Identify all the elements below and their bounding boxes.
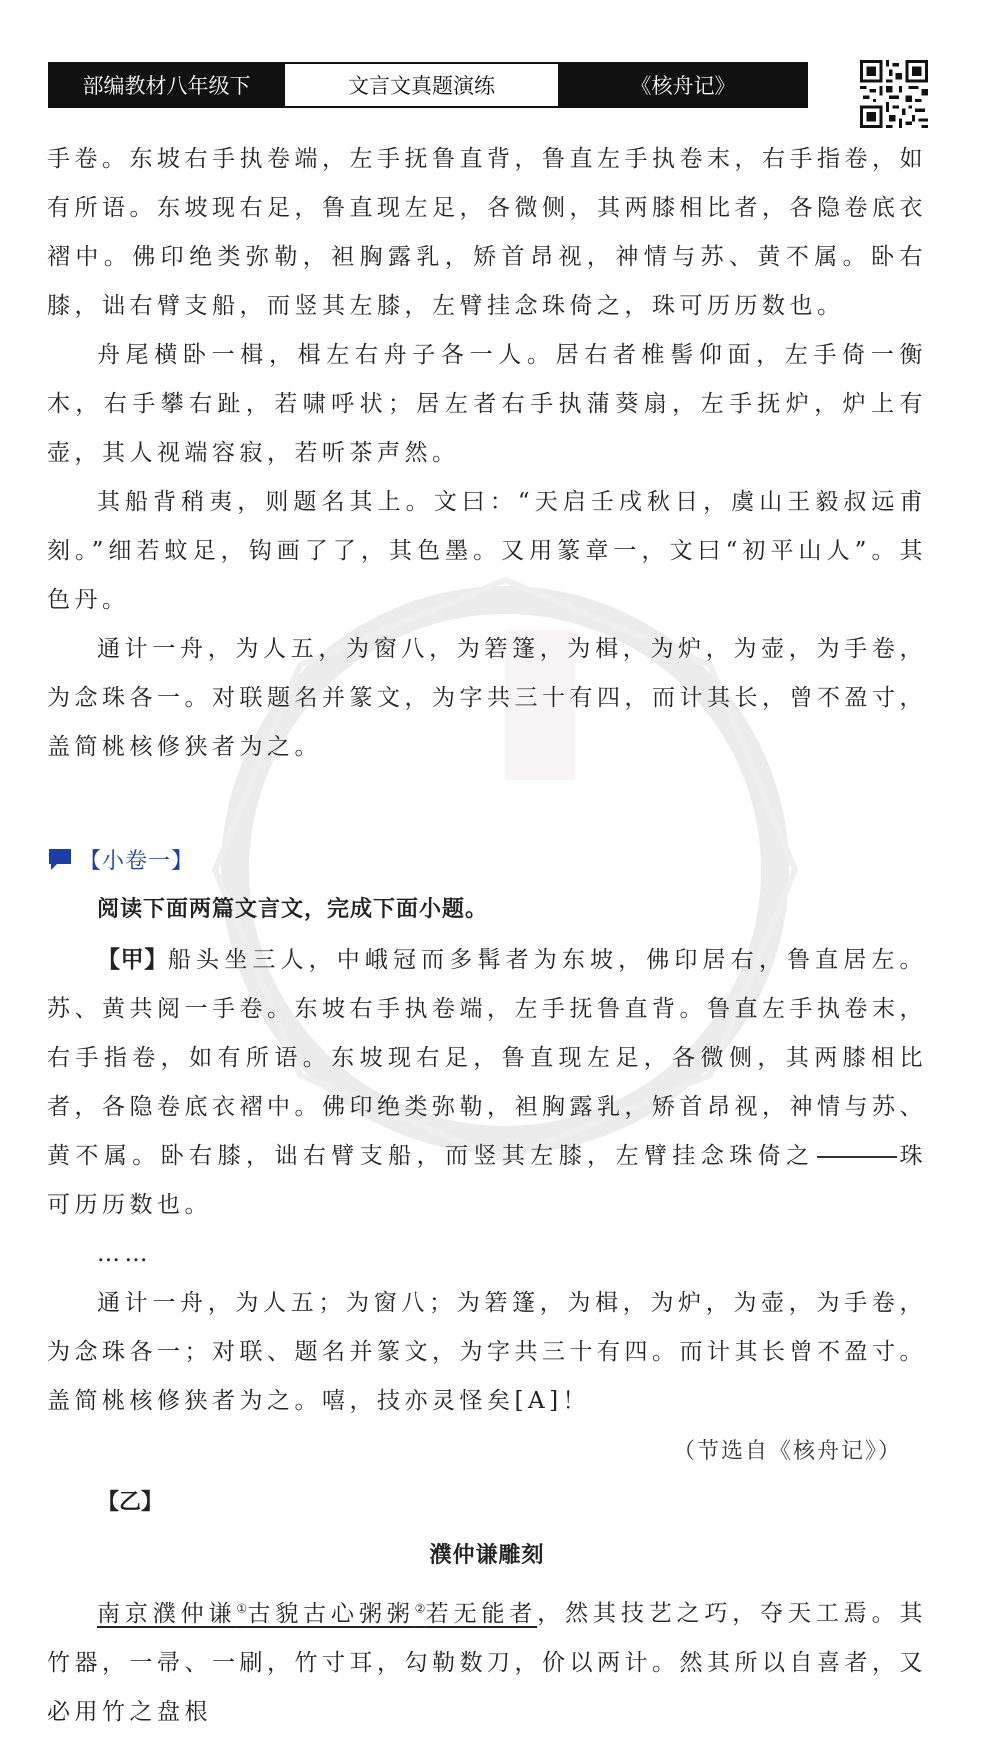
dash-line xyxy=(817,1156,897,1158)
instruction: 阅读下面两篇文言文，完成下面小题。 xyxy=(97,897,489,922)
footnote-marker: ② xyxy=(414,1601,426,1615)
passage-paragraph: 舟尾横卧一楫，楫左右舟子各一人。居右者椎髻仰面，左手倚一衡木，右手攀右趾，若啸呼状；居左者右手执蒲葵扇，左手抚炉，炉上有壶，其人视端容寂，若听茶声然。 xyxy=(47,342,927,466)
jia-paragraph xyxy=(47,936,927,1230)
passage-paragraph: 手卷。东坡右手执卷端，左手抚鲁直背，鲁直左手执卷末，右手指卷，如有所语。东坡现右足，鲁直现左足，各微侧，其两膝相比者，各隐卷底衣褶中。佛印绝类弥勒，袒胸露乳，矫首昂视，神情与苏、黄不属。卧右膝，诎右臂支船，而竖其左膝，左臂挂念珠倚之，珠可历历数也。 xyxy=(47,146,927,319)
jia-text-end: 珠可历历数也。 xyxy=(47,1143,928,1218)
jia-label: 【甲】 xyxy=(97,947,168,973)
article-title: 濮仲谦雕刻 xyxy=(429,1543,545,1568)
passage-paragraph: 其船背稍夷，则题名其上。文曰：“天启壬戌秋日，虞山王毅叔远甫刻。”细若蚊足，钩画了了，其色墨。又用篆章一，文曰“初平山人”。其色丹。 xyxy=(47,489,927,613)
footnote-marker: ① xyxy=(236,1601,248,1615)
underlined-sentence xyxy=(97,1601,537,1627)
yi-paragraph xyxy=(47,1584,927,1737)
underlined-text: 南京濮仲谦 xyxy=(97,1600,237,1627)
page-content xyxy=(47,135,927,1737)
chat-bubble-icon xyxy=(47,846,73,872)
qr-code-icon xyxy=(860,60,928,128)
yi-text: ，然其技艺之巧，夺天工焉。其竹器，一帚、一刷，竹寸耳，勾勒数刀，价以两计。然其所以自喜者，又必用竹之盘根 xyxy=(47,1600,928,1725)
underlined-text: 古貌古心粥粥 xyxy=(247,1600,415,1627)
underlined-text: 若无能者 xyxy=(425,1600,538,1627)
passage-paragraph: 通计一舟，为人五，为窗八，为箬篷，为楫，为炉，为壶，为手卷，为念珠各一。对联题名并篆文，为字共三十有四，而计其长，曾不盈寸，盖简桃核修狭者为之。 xyxy=(47,636,927,760)
header-lesson: 《核舟记》 xyxy=(560,64,806,106)
section-heading xyxy=(47,834,927,884)
ellipsis: …… xyxy=(97,1241,152,1267)
header-grade: 部编教材八年级下 xyxy=(50,64,283,106)
jia-text: 船头坐三人，中峨冠而多髯者为东坡，佛印居右，鲁直居左。苏、黄共阅一手卷。东坡右手执卷端，左手抚鲁直背。鲁直左手执卷末，右手指卷，如有所语。东坡现右足，鲁直现左足，各微侧，其两膝相比者，各隐卷底衣褶中。佛印绝类弥勒，袒胸露乳，矫首昂视，神情与苏、黄不属。卧右膝，诎右臂支船，而竖其左膝，左臂挂念珠倚之 xyxy=(47,947,928,1169)
source-citation: （节选自《核舟记》） xyxy=(672,1439,902,1464)
header-topic: 文言文真题演练 xyxy=(283,64,560,106)
yi-label: 【乙】 xyxy=(97,1490,164,1515)
jia-paragraph-2: 通计一舟，为人五；为窗八；为箬篷，为楫，为炉，为壶，为手卷，为念珠各一；对联、题名并篆文，为字共三十有四。而计其长曾不盈寸。盖简桃核修狭者为之。嘻，技亦灵怪矣[A]！ xyxy=(47,1290,927,1414)
header-bar xyxy=(48,62,808,108)
section-title: 【小卷一】 xyxy=(79,848,195,874)
